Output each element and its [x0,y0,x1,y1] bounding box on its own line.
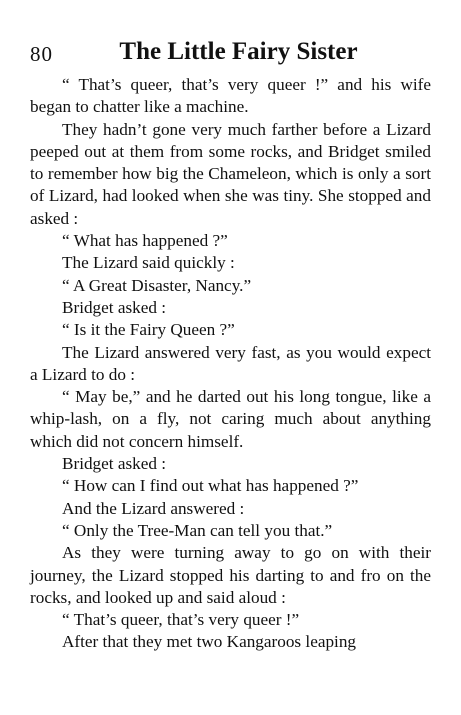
paragraph: After that they met two Kangaroos leaping [62,632,357,652]
body-text [30,74,431,654]
page-number: 80 [30,42,53,66]
paragraph: As they were turning away to go on with their journey, the Lizard stopped his darting to and fro on the rocks, and looked up and said aloud : [30,543,431,607]
paragraph: “ How can I find out what has happened ?” [62,476,359,496]
paragraph: “ A Great Disaster, Nancy.” [62,275,252,295]
page-header [30,38,431,74]
paragraph: And the Lizard answered : [62,498,245,518]
paragraph: “ Is it the Fairy Queen ?” [62,320,235,340]
paragraph: They hadn’t gone very much farther before a Lizard peeped out at them from some rocks, and Bridget smiled to remember how big the Chameleon, which is only a sort of Lizard, had looked when she was tiny. She stopped and asked : [30,119,431,228]
paragraph: “ Only the Tree-Man can tell you that.” [62,520,333,540]
paragraph: Bridget asked : [62,297,167,317]
paragraph: “ What has happened ?” [62,231,228,251]
paragraph: “ That’s queer, that’s very queer !” and his wife began to chatter like a machine. [30,75,431,117]
running-title: The Little Fairy Sister [119,38,358,65]
paragraph: Bridget asked : [62,454,167,474]
paragraph: The Lizard said quickly : [62,253,235,273]
paragraph: “ That’s queer, that’s very queer !” [62,610,300,630]
paragraph: “ May be,” and he darted out his long tongue, like a whip-lash, on a fly, not caring much about anything which did not concern himself. [30,387,431,451]
paragraph: The Lizard answered very fast, as you would expect a Lizard to do : [30,342,431,384]
